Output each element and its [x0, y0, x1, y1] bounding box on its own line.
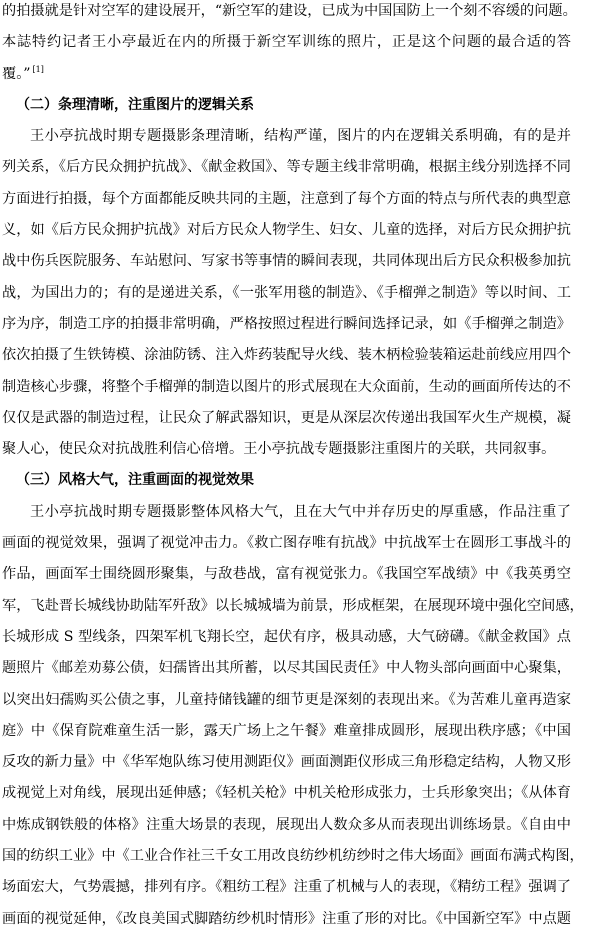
section-heading: （二）条理清晰，注重图片的逻辑关系 — [16, 96, 254, 113]
text-line: 场面宏大，气势震撼，排列有序。《粗纺工程》注重了机械与人的表现，《精纺工程》强调了 — [2, 879, 571, 896]
text-line: 军，飞赴晋长城线协助陆军歼敌》以长城城墙为前景，形成框架，在展现环境中强化空间感， — [2, 597, 584, 614]
text-line: 庭》中《保育院难童生活一影，露天广场上之午餐》难童排成圆形，展现出秩序感；《中国 — [2, 722, 571, 739]
text-line: 的拍摄就是针对空军的建设展开，“新空军的建设，已成为中国国防上一个刻不容缓的问题。 — [2, 3, 577, 19]
text-line: 以突出妇孺购买公债之事，儿童持储钱罐的细节更是深刻的表现出来。《为苦难儿童再造家 — [2, 691, 571, 708]
text-line: 题照片《邮差劝募公债，妇孺皆出其所蓄，以尽其国民责任》中人物头部向画面中心聚集， — [2, 660, 571, 677]
section-heading: （三）风格大气，注重画面的视觉效果 — [16, 472, 254, 489]
text-line: 王小亭抗战时期专题摄影条理清晰，结构严谨，图片的内在逻辑关系明确，有的是并 — [30, 128, 571, 145]
text-line: 本誌特约记者王小亭最近在内的所摄于新空军训练的照片，正是这个问题的最合适的答 — [2, 34, 571, 51]
text-line: 制造核心步骤，将整个手榴弹的制造以图片的形式展现在大众面前，生动的画面所传达的不 — [2, 378, 571, 395]
text-line: 成视觉上对角线，展现出延伸感；《轻机关枪》中机关枪形成张力，士兵形象突出；《从体育 — [2, 785, 571, 802]
text-line-content: 覆。” — [2, 65, 31, 82]
text-line: 画面的视觉效果，强调了视觉冲击力。《救亡图存唯有抗战》中抗战军士在圆形工事战斗的 — [2, 535, 571, 552]
text-line: 长城形成 S 型线条，四架军机飞翔长空，起伏有序，极具动感，大气磅礴。《献金救国》点 — [2, 628, 571, 645]
footnote-reference[interactable]: [1] — [32, 64, 44, 74]
text-line: 中炼成钢铁般的体格》注重大场景的表现，展现出人数众多从而表现出训练场景。《自由中 — [2, 816, 571, 833]
text-line: 画面的视觉延伸，《改良美国式脚踏纺纱机时情形》注重了形的对比。《中国新空军》中点题 — [2, 910, 571, 927]
text-line: 方面进行拍摄，每个方面都能反映共同的主题，注意到了每个方面的特点与所代表的典型意 — [2, 190, 571, 207]
text-line: 聚人心，使民众对抗战胜利信心倍增。王小亭抗战专题摄影注重图片的关联，共同叙事。 — [2, 441, 556, 458]
text-line: 反攻的新力量》中《华军炮队练习使用测距仪》画面测距仪形成三角形稳定结构，人物又形 — [2, 754, 571, 771]
text-line: 国的纺织工业》中《工业合作社三千女工用改良纺纱机纺纱时之伟大场面》画面布满式构图， — [2, 848, 584, 865]
text-line — [0, 59, 571, 90]
text-line: 序为序，制造工序的拍摄非常明确，严格按照过程进行瞬间选择记录，如《手榴弹之制造》 — [2, 315, 571, 332]
text-line: 列关系，《后方民众拥护抗战》、《献金救国》、等专题主线非常明确，根据主线分别选择不同 — [2, 159, 571, 176]
text-line: 作品，画面军士围绕圆形聚集，与敌巷战，富有视觉张力。《我国空军战绩》中《我英勇空 — [2, 566, 571, 583]
text-line: 依次拍摄了生铁铸模、涂油防锈、注入炸药装配导火线、装木柄检验装箱运赴前线应用四个 — [2, 347, 571, 364]
text-line: 义，如《后方民众拥护抗战》对后方民众人物学生、妇女、儿童的选择，对后方民众拥护抗 — [2, 222, 571, 239]
text-line: 战，为国出力的；有的是递进关系，《一张军用毯的制造》、《手榴弹之制造》等以时间、工 — [2, 284, 571, 301]
text-line: 王小亭抗战时期专题摄影整体风格大气，且在大气中并存历史的厚重感，作品注重了 — [30, 503, 571, 520]
text-line: 战中伤兵医院服务、车站慰问、写家书等事情的瞬间表现，共同体现出后方民众积极参加抗 — [2, 253, 571, 270]
text-line: 仅仅是武器的制造过程，让民众了解武器知识，更是从深层次传递出我国军火生产规模，凝 — [2, 409, 571, 426]
